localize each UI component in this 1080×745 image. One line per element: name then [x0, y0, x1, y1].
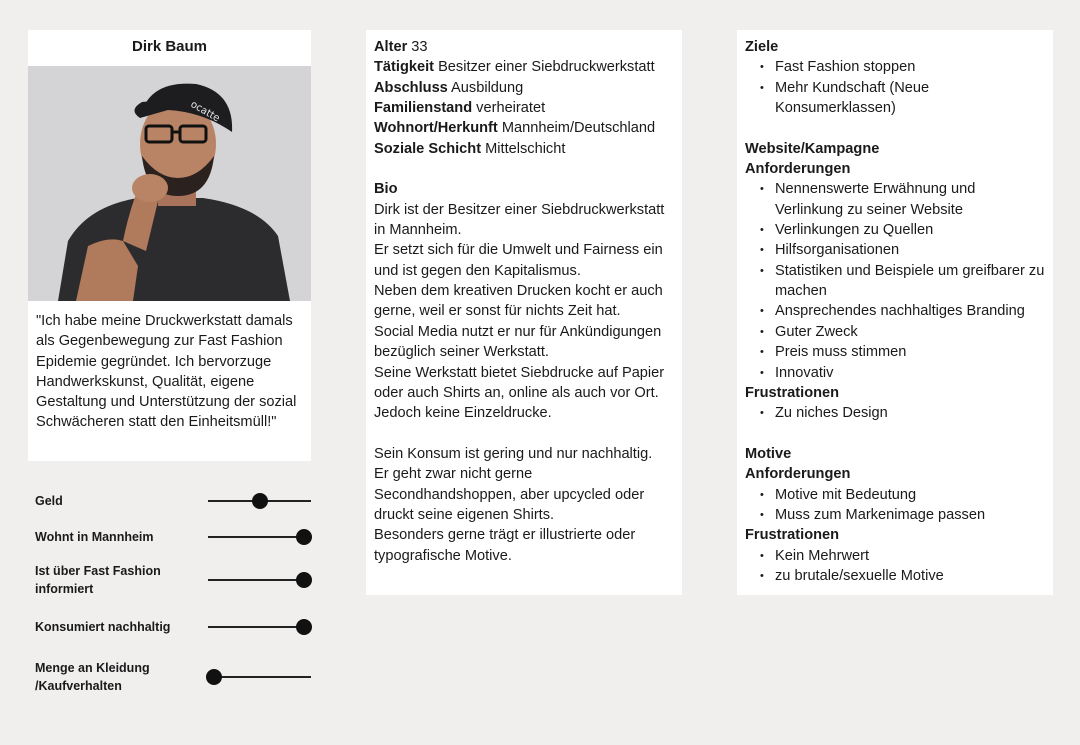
fact-value: Ausbildung [447, 79, 524, 96]
fact-row [374, 118, 674, 138]
fact-value: Mittelschicht [481, 140, 566, 157]
slider-label: Konsumiert nachhaltig [35, 620, 171, 634]
bio-paragraph: Seine Werkstatt bietet Siebdrucke auf Papier oder auch Shirts an, online als auch vor Ort. Jedoch keine Einzeldrucke. [374, 364, 665, 422]
motive-req-heading: Anforderungen [745, 466, 851, 483]
bio-paragraph: Sein Konsum ist gering und nur nachhaltig. [374, 445, 653, 462]
slider-label: Ist über Fast Fashion informiert [35, 564, 161, 596]
goals-card [737, 30, 1053, 595]
slider-row [35, 560, 315, 600]
bio-paragraph: Dirk ist der Besitzer einer Siebdruckwerkstatt in Mannheim. [374, 201, 665, 239]
slider-knob [296, 619, 312, 635]
slider-track [208, 676, 311, 678]
list-item: • Innovativ [775, 363, 1045, 383]
bio-card [366, 30, 682, 595]
facts-list [374, 37, 674, 159]
slider-row [35, 608, 315, 646]
fact-key: Tätigkeit [374, 59, 435, 76]
list-item: • Zu niches Design [775, 403, 1045, 423]
bio-paragraph: Neben dem kreativen Drucken kocht er auch gerne, weil er sonst für nichts Zeit hat. [374, 283, 663, 320]
slider-label: Geld [35, 494, 63, 508]
list-item: • Kein Mehrwert [775, 546, 1045, 566]
fact-key: Alter [374, 39, 408, 55]
website-frus-heading: Frustrationen [745, 384, 840, 401]
list-item: • Fast Fashion stoppen [775, 57, 1045, 77]
fact-row [374, 37, 674, 57]
bio-heading: Bio [374, 181, 398, 198]
fact-key: Abschluss [374, 79, 448, 96]
goals-heading: Ziele [745, 39, 779, 55]
slider-row [35, 656, 315, 698]
slider-label: Wohnt in Mannheim [35, 530, 154, 544]
motive-frus-heading: Frustrationen [745, 527, 840, 544]
motive-frustrations-list [745, 546, 1045, 587]
bio-paragraph: Er geht zwar nicht gerne Secondhandshoppen, aber upcycled oder druckt seine eigenen Shirts. [374, 466, 645, 523]
list-item: • Guter Zweck [775, 322, 1045, 342]
fact-row [374, 98, 674, 118]
slider-knob [296, 572, 312, 588]
persona-name: Dirk Baum [131, 38, 208, 55]
slider-row [35, 482, 315, 520]
persona-photo [28, 66, 311, 301]
list-item: • Motive mit Bedeutung [775, 485, 1045, 505]
bio-consumption-text [374, 444, 674, 566]
list-item: • Muss zum Markenimage passen [775, 505, 1045, 525]
list-item: • Ansprechendes nachhaltiges Branding [775, 301, 1045, 321]
slider-row [35, 518, 315, 556]
bio-text [374, 200, 674, 424]
fact-value: 33 [407, 39, 428, 55]
cap-text: ocatte [188, 99, 222, 125]
fact-key: Wohnort/Herkunft [374, 120, 498, 137]
slider-label: Menge an Kleidung /Kaufverhalten [35, 661, 150, 693]
fact-value: verheiratet [472, 100, 546, 117]
list-item: • zu brutale/sexuelle Motive [775, 566, 1045, 586]
slider-knob [296, 529, 312, 545]
list-item: • Nennenswerte Erwähnung und Verlinkung zu seiner Website [775, 179, 1045, 220]
fact-value: Besitzer einer Siebdruckwerkstatt [434, 59, 655, 76]
fact-value: Mannheim/Deutschland [497, 120, 656, 137]
motive-heading: Motive [745, 445, 792, 462]
fact-row [374, 57, 674, 77]
slider-knob [206, 669, 222, 685]
list-item: • Statistiken und Beispiele um greifbarer zu machen [775, 261, 1045, 302]
slider-knob [252, 493, 268, 509]
persona-quote: "Ich habe meine Druckwerkstatt damals als Gegenbewegung zur Fast Fashion Epidemie gegründet. Ich bervorzuge Handwerkskunst, Qualität, eigene Gestaltung und Unterstützung der sozial Schwächeren statt den Einheitsmüll!" [36, 313, 297, 431]
list-item: • Hilfsorganisationen [775, 240, 1045, 260]
bio-paragraph: Er setzt sich für die Umwelt und Fairness ein und ist gegen den Kapitalismus. [374, 242, 663, 279]
bio-paragraph: Social Media nutzt er nur für Ankündigungen bezüglich seiner Werkstatt. [374, 323, 662, 361]
profile-card [28, 30, 311, 461]
motive-requirements-list [745, 485, 1045, 526]
fact-row [374, 78, 674, 98]
website-requirements-list [745, 179, 1045, 382]
list-item: • Mehr Kundschaft (Neue Konsumerklassen) [775, 78, 1045, 119]
list-item: • Preis muss stimmen [775, 342, 1045, 362]
website-frustrations-list [745, 403, 1045, 423]
bio-paragraph: Besonders gerne trägt er illustrierte oder typografische Motive. [374, 527, 636, 564]
fact-row [374, 139, 674, 159]
fact-key: Familienstand [374, 100, 473, 117]
goals-list [745, 57, 1045, 118]
website-heading: Website/Kampagne [745, 140, 880, 157]
list-item: • Verlinkungen zu Quellen [775, 220, 1045, 240]
website-req-heading: Anforderungen [745, 161, 851, 178]
fact-key: Soziale Schicht [374, 140, 482, 157]
